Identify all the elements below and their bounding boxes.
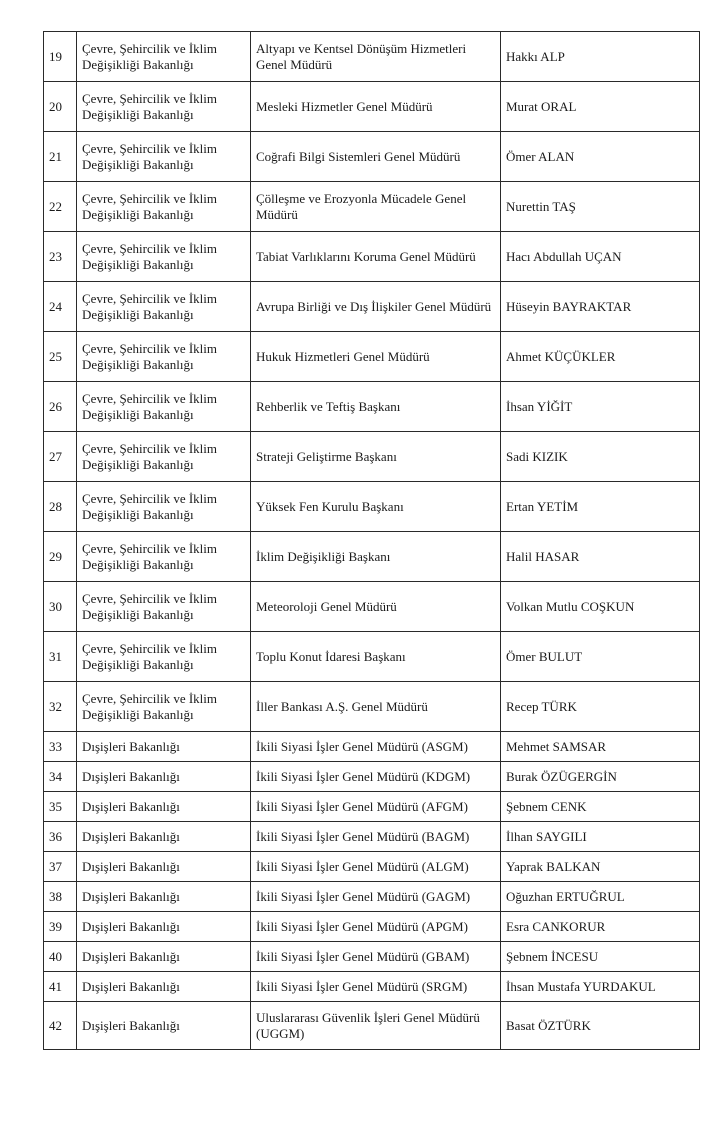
- ministry-cell: Dışişleri Bakanlığı: [77, 852, 251, 882]
- ministry-cell: Çevre, Şehircilik ve İklim Değişikliği Bakanlığı: [77, 32, 251, 82]
- appointments-table-body: [44, 32, 700, 1050]
- row-number: 42: [44, 1002, 77, 1050]
- ministry-cell: Çevre, Şehircilik ve İklim Değişikliği Bakanlığı: [77, 582, 251, 632]
- table-row: [44, 972, 700, 1002]
- ministry-cell: Çevre, Şehircilik ve İklim Değişikliği Bakanlığı: [77, 82, 251, 132]
- position-cell: Uluslararası Güvenlik İşleri Genel Müdürü (UGGM): [251, 1002, 501, 1050]
- position-cell: Tabiat Varlıklarını Koruma Genel Müdürü: [251, 232, 501, 282]
- ministry-cell: Çevre, Şehircilik ve İklim Değişikliği Bakanlığı: [77, 682, 251, 732]
- row-number: 20: [44, 82, 77, 132]
- appointee-name-cell: Nurettin TAŞ: [501, 182, 700, 232]
- appointee-name-cell: Sadi KIZIK: [501, 432, 700, 482]
- position-cell: İklim Değişikliği Başkanı: [251, 532, 501, 582]
- position-cell: Hukuk Hizmetleri Genel Müdürü: [251, 332, 501, 382]
- table-row: [44, 912, 700, 942]
- table-row: [44, 482, 700, 532]
- position-cell: Yüksek Fen Kurulu Başkanı: [251, 482, 501, 532]
- table-row: [44, 332, 700, 382]
- row-number: 34: [44, 762, 77, 792]
- position-cell: İller Bankası A.Ş. Genel Müdürü: [251, 682, 501, 732]
- ministry-cell: Çevre, Şehircilik ve İklim Değişikliği Bakanlığı: [77, 132, 251, 182]
- row-number: 30: [44, 582, 77, 632]
- row-number: 24: [44, 282, 77, 332]
- appointee-name-cell: Hacı Abdullah UÇAN: [501, 232, 700, 282]
- ministry-cell: Dışişleri Bakanlığı: [77, 942, 251, 972]
- appointee-name-cell: Murat ORAL: [501, 82, 700, 132]
- row-number: 36: [44, 822, 77, 852]
- row-number: 27: [44, 432, 77, 482]
- row-number: 29: [44, 532, 77, 582]
- row-number: 21: [44, 132, 77, 182]
- appointee-name-cell: Şebnem CENK: [501, 792, 700, 822]
- table-row: [44, 852, 700, 882]
- appointee-name-cell: Hüseyin BAYRAKTAR: [501, 282, 700, 332]
- ministry-cell: Dışişleri Bakanlığı: [77, 822, 251, 852]
- table-row: [44, 82, 700, 132]
- row-number: 25: [44, 332, 77, 382]
- table-row: [44, 732, 700, 762]
- appointee-name-cell: Hakkı ALP: [501, 32, 700, 82]
- ministry-cell: Dışişleri Bakanlığı: [77, 1002, 251, 1050]
- position-cell: İkili Siyasi İşler Genel Müdürü (ALGM): [251, 852, 501, 882]
- row-number: 32: [44, 682, 77, 732]
- appointee-name-cell: Mehmet SAMSAR: [501, 732, 700, 762]
- table-row: [44, 582, 700, 632]
- position-cell: İkili Siyasi İşler Genel Müdürü (AFGM): [251, 792, 501, 822]
- row-number: 38: [44, 882, 77, 912]
- appointee-name-cell: Volkan Mutlu COŞKUN: [501, 582, 700, 632]
- position-cell: Mesleki Hizmetler Genel Müdürü: [251, 82, 501, 132]
- table-row: [44, 882, 700, 912]
- appointee-name-cell: Ömer BULUT: [501, 632, 700, 682]
- table-row: [44, 432, 700, 482]
- ministry-cell: Dışişleri Bakanlığı: [77, 912, 251, 942]
- table-row: [44, 282, 700, 332]
- position-cell: İkili Siyasi İşler Genel Müdürü (ASGM): [251, 732, 501, 762]
- row-number: 37: [44, 852, 77, 882]
- ministry-cell: Çevre, Şehircilik ve İklim Değişikliği Bakanlığı: [77, 432, 251, 482]
- ministry-cell: Çevre, Şehircilik ve İklim Değişikliği Bakanlığı: [77, 232, 251, 282]
- position-cell: Strateji Geliştirme Başkanı: [251, 432, 501, 482]
- position-cell: Avrupa Birliği ve Dış İlişkiler Genel Müdürü: [251, 282, 501, 332]
- position-cell: İkili Siyasi İşler Genel Müdürü (APGM): [251, 912, 501, 942]
- position-cell: İkili Siyasi İşler Genel Müdürü (GAGM): [251, 882, 501, 912]
- position-cell: Altyapı ve Kentsel Dönüşüm Hizmetleri Genel Müdürü: [251, 32, 501, 82]
- appointee-name-cell: Ertan YETİM: [501, 482, 700, 532]
- appointee-name-cell: Basat ÖZTÜRK: [501, 1002, 700, 1050]
- ministry-cell: Çevre, Şehircilik ve İklim Değişikliği Bakanlığı: [77, 532, 251, 582]
- ministry-cell: Dışişleri Bakanlığı: [77, 732, 251, 762]
- position-cell: İkili Siyasi İşler Genel Müdürü (GBAM): [251, 942, 501, 972]
- row-number: 23: [44, 232, 77, 282]
- row-number: 31: [44, 632, 77, 682]
- table-row: [44, 1002, 700, 1050]
- ministry-cell: Dışişleri Bakanlığı: [77, 792, 251, 822]
- ministry-cell: Çevre, Şehircilik ve İklim Değişikliği Bakanlığı: [77, 382, 251, 432]
- row-number: 19: [44, 32, 77, 82]
- row-number: 33: [44, 732, 77, 762]
- appointee-name-cell: Halil HASAR: [501, 532, 700, 582]
- position-cell: Rehberlik ve Teftiş Başkanı: [251, 382, 501, 432]
- appointee-name-cell: Şebnem İNCESU: [501, 942, 700, 972]
- table-row: [44, 822, 700, 852]
- ministry-cell: Çevre, Şehircilik ve İklim Değişikliği Bakanlığı: [77, 282, 251, 332]
- appointee-name-cell: Ahmet KÜÇÜKLER: [501, 332, 700, 382]
- row-number: 39: [44, 912, 77, 942]
- appointee-name-cell: Recep TÜRK: [501, 682, 700, 732]
- appointments-table: [43, 31, 700, 1050]
- appointee-name-cell: Oğuzhan ERTUĞRUL: [501, 882, 700, 912]
- appointee-name-cell: İhsan YİĞİT: [501, 382, 700, 432]
- appointee-name-cell: İhsan Mustafa YURDAKUL: [501, 972, 700, 1002]
- table-row: [44, 32, 700, 82]
- table-row: [44, 182, 700, 232]
- table-row: [44, 762, 700, 792]
- ministry-cell: Çevre, Şehircilik ve İklim Değişikliği Bakanlığı: [77, 332, 251, 382]
- ministry-cell: Çevre, Şehircilik ve İklim Değişikliği Bakanlığı: [77, 182, 251, 232]
- table-row: [44, 132, 700, 182]
- row-number: 35: [44, 792, 77, 822]
- appointee-name-cell: Yaprak BALKAN: [501, 852, 700, 882]
- appointee-name-cell: Ömer ALAN: [501, 132, 700, 182]
- position-cell: İkili Siyasi İşler Genel Müdürü (BAGM): [251, 822, 501, 852]
- table-row: [44, 792, 700, 822]
- row-number: 26: [44, 382, 77, 432]
- table-row: [44, 232, 700, 282]
- position-cell: İkili Siyasi İşler Genel Müdürü (KDGM): [251, 762, 501, 792]
- row-number: 22: [44, 182, 77, 232]
- table-row: [44, 682, 700, 732]
- ministry-cell: Çevre, Şehircilik ve İklim Değişikliği Bakanlığı: [77, 482, 251, 532]
- row-number: 40: [44, 942, 77, 972]
- appointee-name-cell: Burak ÖZÜGERGİN: [501, 762, 700, 792]
- table-row: [44, 382, 700, 432]
- position-cell: Coğrafi Bilgi Sistemleri Genel Müdürü: [251, 132, 501, 182]
- position-cell: İkili Siyasi İşler Genel Müdürü (SRGM): [251, 972, 501, 1002]
- table-row: [44, 532, 700, 582]
- table-row: [44, 942, 700, 972]
- row-number: 41: [44, 972, 77, 1002]
- position-cell: Meteoroloji Genel Müdürü: [251, 582, 501, 632]
- appointee-name-cell: Esra CANKORUR: [501, 912, 700, 942]
- row-number: 28: [44, 482, 77, 532]
- ministry-cell: Dışişleri Bakanlığı: [77, 972, 251, 1002]
- position-cell: Toplu Konut İdaresi Başkanı: [251, 632, 501, 682]
- position-cell: Çölleşme ve Erozyonla Mücadele Genel Müdürü: [251, 182, 501, 232]
- ministry-cell: Çevre, Şehircilik ve İklim Değişikliği Bakanlığı: [77, 632, 251, 682]
- table-row: [44, 632, 700, 682]
- ministry-cell: Dışişleri Bakanlığı: [77, 882, 251, 912]
- appointee-name-cell: İlhan SAYGILI: [501, 822, 700, 852]
- ministry-cell: Dışişleri Bakanlığı: [77, 762, 251, 792]
